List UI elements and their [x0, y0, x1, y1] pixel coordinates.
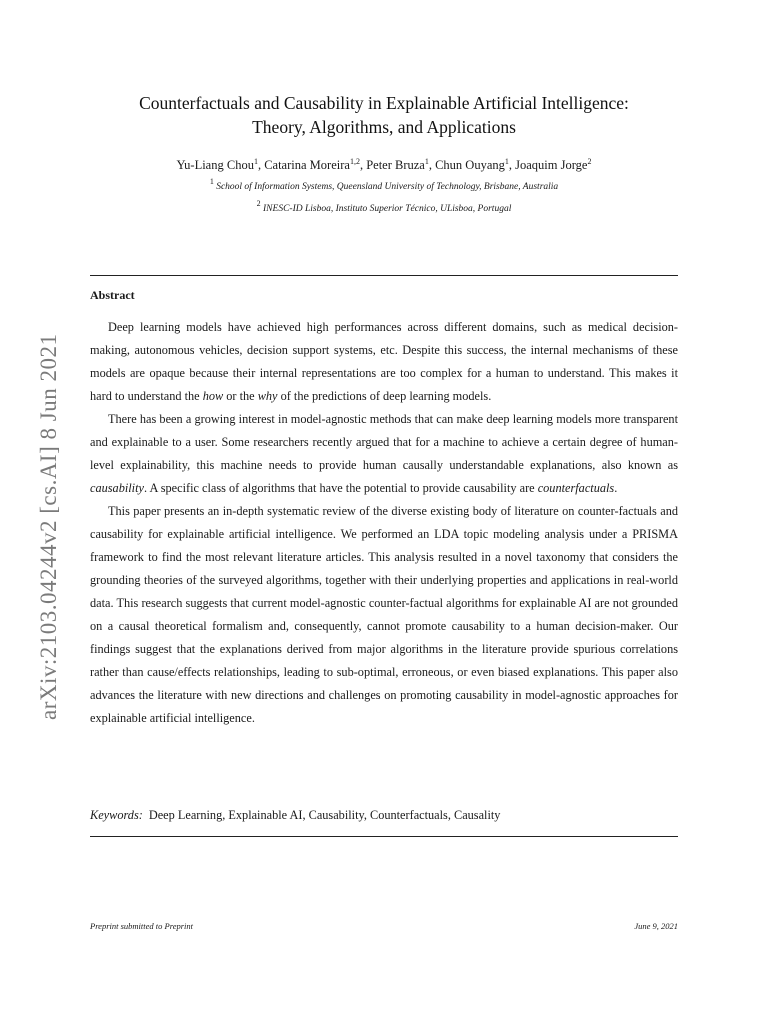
- author-name: Yu-Liang Chou: [176, 158, 254, 172]
- paper-title: [90, 91, 678, 139]
- bottom-divider: [90, 836, 678, 837]
- emphasis-causability: causability: [90, 481, 144, 495]
- affiliation-mark: 2: [256, 199, 261, 208]
- emphasis-how: how: [202, 389, 224, 403]
- text-run: There has been a growing interest in model-agnostic methods that can make deep learning models more transparent and explainable to a user. Some researchers recently argued that for a machine to achieve a certain degree of human-level explainability, this machine needs to provide human causally understandable explanations, also known as: [90, 412, 678, 472]
- affiliation-2: [90, 199, 678, 215]
- abstract-heading: Abstract: [90, 288, 135, 302]
- author-name: Catarina Moreira: [264, 158, 350, 172]
- keywords-text: Deep Learning, Explainable AI, Causability, Counterfactuals, Causality: [148, 808, 501, 822]
- title-line-1: Counterfactuals and Causability in Explainable Artificial Intelligence:: [139, 93, 629, 113]
- abstract-paragraph-3: This paper presents an in-depth systematic review of the diverse existing body of literature on counter-factuals and causability for explainable artificial intelligence. We performed an LDA topic modeling analysis under a PRISMA framework to find the most relevant literature articles. This analysis resulted in a novel taxonomy that considers the grounding theories of the surveyed algorithms, together with their underlying properties and applications in real-world data. This research suggests that current model-agnostic counter-factual algorithms for explainable AI are not grounded on a causal theoretical formalism and, consequently, cannot promote causability to a human decision-maker. Our findings suggest that the explanations derived from major algorithms in the literature provide spurious correlations rather than cause/effects relationships, leading to sub-optimal, erroneous, or even biased explanations. This paper also advances the literature with new directions and challenges on promoting causability in model-agnostic approaches for explainable artificial intelligence.: [90, 504, 678, 725]
- author-affiliation-mark: 1,2: [349, 157, 360, 166]
- emphasis-why: why: [257, 389, 278, 403]
- author-name: Peter Bruza: [366, 158, 425, 172]
- top-divider: [90, 275, 678, 276]
- author-name: Chun Ouyang: [435, 158, 505, 172]
- arxiv-identifier: arXiv:2103.04244v2 [cs.AI] 8 Jun 2021: [36, 333, 61, 720]
- footer-preprint-note: Preprint submitted to Preprint: [90, 921, 194, 931]
- author-affiliation-mark: 2: [587, 157, 592, 166]
- abstract-paragraph-2: [90, 408, 678, 500]
- affiliation-text: INESC-ID Lisboa, Instituto Superior Técnico, ULisboa, Portugal: [263, 204, 512, 214]
- text-run: . A specific class of algorithms that have the potential to provide causability are: [143, 481, 538, 495]
- emphasis-counterfactuals: counterfactuals: [537, 481, 615, 495]
- author-affiliation-mark: 1: [504, 157, 509, 166]
- keywords: [90, 806, 678, 824]
- author-affiliation-mark: 1: [253, 157, 258, 166]
- text-run: .: [614, 481, 618, 495]
- footer-date: June 9, 2021: [634, 921, 678, 931]
- author-affiliation-mark: 1: [424, 157, 429, 166]
- title-line-2: Theory, Algorithms, and Applications: [252, 117, 516, 137]
- author-list: Yu-Liang Chou$^1$, Catarina Moreira$^{1,2}$, Peter Bruza$^1$, Chun Ouyang$^1$, Joaquim Jorge$^2$: [176, 157, 592, 172]
- abstract-body: [90, 316, 678, 730]
- keywords-label: Keywords:: [90, 808, 143, 822]
- affiliation-text: School of Information Systems, Queensland University of Technology, Brisbane, Australia: [216, 182, 559, 192]
- text-run: or the: [223, 389, 258, 403]
- abstract-paragraph-1: [90, 316, 678, 408]
- text-run: Deep learning models have achieved high performances across different domains, such as medical decision-making, autonomous vehicles, decision support systems, etc. Despite this success, the internal mechanisms of these models are opaque because their internal representations are too complex for a human to understand. This makes it hard to understand the: [90, 320, 678, 403]
- text-run: of the predictions of deep learning models.: [277, 389, 492, 403]
- author-name: Joaquim Jorge: [515, 158, 588, 172]
- affiliation-1: [90, 177, 678, 193]
- affiliation-mark: 1: [209, 177, 214, 186]
